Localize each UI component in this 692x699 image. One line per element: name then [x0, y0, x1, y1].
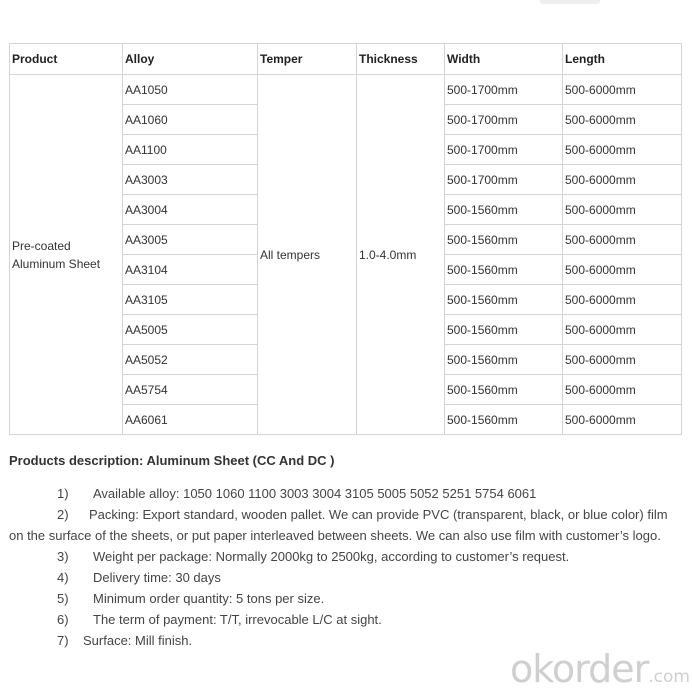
item-text: Weight per package: Normally 2000kg to 2500kg, according to customer’s request.	[93, 549, 570, 564]
top-edge-shadow	[540, 0, 600, 4]
okorder-watermark	[510, 647, 690, 699]
alloy-cell: AA5052	[123, 345, 258, 375]
item-text: Surface: Mill finish.	[83, 633, 193, 648]
length-cell: 500-6000mm	[563, 255, 682, 285]
width-cell: 500-1560mm	[445, 315, 563, 345]
length-cell: 500-6000mm	[563, 225, 682, 255]
length-cell: 500-6000mm	[563, 105, 682, 135]
length-cell: 500-6000mm	[563, 195, 682, 225]
item-text: Minimum order quantity: 5 tons per size.	[93, 591, 325, 606]
length-cell: 500-6000mm	[563, 405, 682, 435]
length-cell: 500-6000mm	[563, 375, 682, 405]
width-cell: 500-1560mm	[445, 375, 563, 405]
list-item	[9, 588, 681, 609]
alloy-cell: AA3003	[123, 165, 258, 195]
description-heading: Products description: Aluminum Sheet (CC And DC )	[9, 453, 335, 468]
width-cell: 500-1700mm	[445, 105, 563, 135]
length-cell: 500-6000mm	[563, 285, 682, 315]
item-number: 7)	[57, 633, 69, 648]
alloy-cell: AA5754	[123, 375, 258, 405]
item-number: 5)	[57, 591, 69, 606]
table-row	[10, 75, 682, 105]
alloy-cell: AA1100	[123, 135, 258, 165]
item-text: Packing: Export standard, wooden pallet. We can provide PVC (transparent, black, or blue color) film on the surface of the sheets, or put paper interleaved between sheets. We can also use film with customer’s logo.	[9, 507, 668, 543]
width-cell: 500-1560mm	[445, 285, 563, 315]
alloy-cell: AA3104	[123, 255, 258, 285]
list-item	[9, 504, 681, 546]
thickness-cell: 1.0-4.0mm	[357, 75, 445, 435]
header-alloy: Alloy	[123, 44, 258, 75]
width-cell: 500-1560mm	[445, 225, 563, 255]
header-thickness: Thickness	[357, 44, 445, 75]
header-product: Product	[10, 44, 123, 75]
width-cell: 500-1560mm	[445, 345, 563, 375]
alloy-cell: AA3005	[123, 225, 258, 255]
alloy-cell: AA3105	[123, 285, 258, 315]
width-cell: 500-1700mm	[445, 165, 563, 195]
header-length: Length	[563, 44, 682, 75]
width-cell: 500-1560mm	[445, 195, 563, 225]
item-text: Delivery time: 30 days	[93, 570, 221, 585]
item-number: 2)	[57, 507, 69, 522]
width-cell: 500-1560mm	[445, 255, 563, 285]
item-text: The term of payment: T/T, irrevocable L/C at sight.	[93, 612, 382, 627]
item-number: 4)	[57, 570, 69, 585]
header-row	[10, 44, 682, 75]
item-text: Available alloy: 1050 1060 1100 3003 3004 3105 5005 5052 5251 5754 6061	[93, 486, 537, 501]
width-cell: 500-1560mm	[445, 405, 563, 435]
length-cell: 500-6000mm	[563, 135, 682, 165]
alloy-cell: AA1050	[123, 75, 258, 105]
description-list	[9, 483, 681, 651]
length-cell: 500-6000mm	[563, 345, 682, 375]
watermark-tld: .com	[648, 667, 690, 687]
width-cell: 500-1700mm	[445, 75, 563, 105]
list-item	[9, 609, 681, 630]
length-cell: 500-6000mm	[563, 75, 682, 105]
list-item	[9, 567, 681, 588]
length-cell: 500-6000mm	[563, 165, 682, 195]
spec-table	[9, 43, 682, 435]
list-item	[9, 546, 681, 567]
width-cell: 500-1700mm	[445, 135, 563, 165]
alloy-cell: AA5005	[123, 315, 258, 345]
watermark-name: okorder	[510, 647, 649, 691]
product-cell: Pre-coated Aluminum Sheet	[10, 75, 123, 435]
alloy-cell: AA6061	[123, 405, 258, 435]
header-width: Width	[445, 44, 563, 75]
alloy-cell: AA3004	[123, 195, 258, 225]
list-item	[9, 483, 681, 504]
alloy-cell: AA1060	[123, 105, 258, 135]
temper-cell: All tempers	[258, 75, 357, 435]
item-number: 6)	[57, 612, 69, 627]
item-number: 3)	[57, 549, 69, 564]
header-temper: Temper	[258, 44, 357, 75]
item-number: 1)	[57, 486, 69, 501]
length-cell: 500-6000mm	[563, 315, 682, 345]
